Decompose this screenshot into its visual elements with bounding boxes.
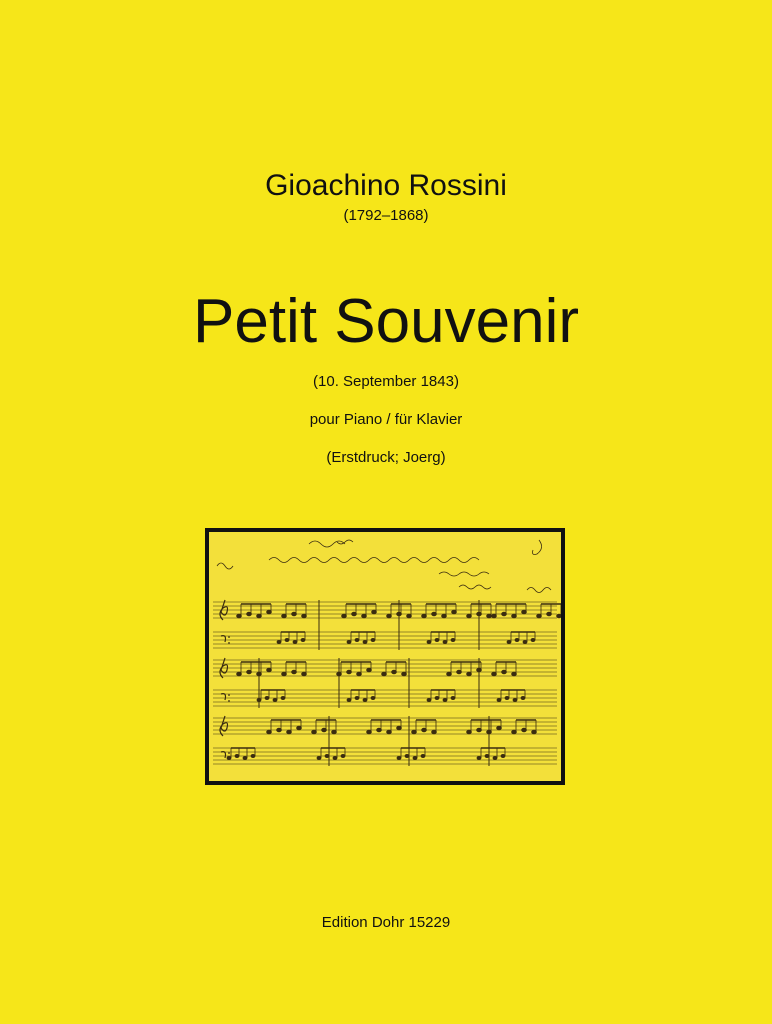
edition-note: (Erstdruck; Joerg): [326, 449, 446, 466]
work-title: Petit Souvenir: [193, 287, 579, 356]
manuscript-facsimile-image: [205, 528, 565, 785]
publisher-catalog: Edition Dohr 15229: [321, 914, 451, 931]
instrumentation: pour Piano / für Klavier: [309, 411, 463, 428]
composition-date: (10. September 1843): [313, 373, 459, 390]
composer-name: Gioachino Rossini: [265, 169, 507, 202]
composer-dates: (1792–1868): [343, 207, 429, 224]
